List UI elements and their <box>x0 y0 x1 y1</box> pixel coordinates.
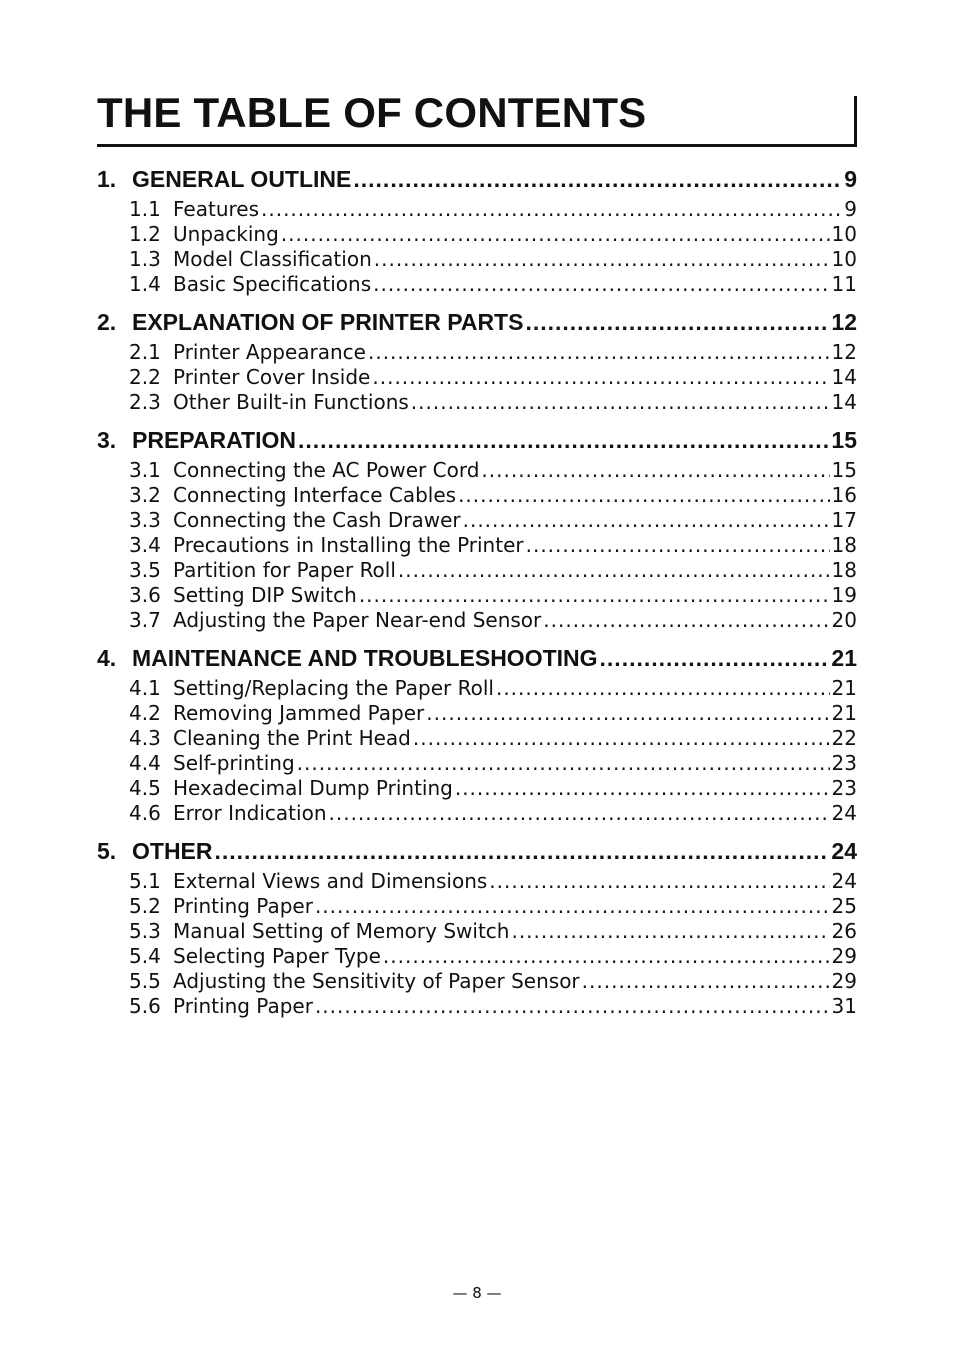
section-title: EXPLANATION OF PRINTER PARTS <box>132 309 524 335</box>
entry-page: 9 <box>844 197 857 221</box>
section-number: 4. <box>97 645 117 671</box>
toc-section <box>97 838 857 1019</box>
toc-entry[interactable] <box>97 751 857 776</box>
dot-leader <box>511 919 829 943</box>
entry-page: 23 <box>831 776 857 800</box>
entry-number: 4.6 <box>129 801 161 825</box>
section-number: 2. <box>97 309 117 335</box>
toc-section <box>97 427 857 633</box>
dot-leader <box>411 390 830 414</box>
entry-title: Manual Setting of Memory Switch <box>173 919 510 943</box>
dot-leader <box>526 533 830 557</box>
toc-section-heading[interactable] <box>97 309 857 340</box>
entry-page: 24 <box>831 801 857 825</box>
dot-leader <box>600 645 830 672</box>
entry-page: 11 <box>831 272 857 296</box>
dot-leader <box>543 608 829 632</box>
entry-title: Adjusting the Paper Near-end Sensor <box>173 608 542 632</box>
dot-leader <box>261 197 842 221</box>
entry-number: 4.5 <box>129 776 161 800</box>
entry-page: 21 <box>831 676 857 700</box>
toc-entry[interactable] <box>97 365 857 390</box>
section-title: OTHER <box>132 838 213 864</box>
dot-leader <box>426 701 829 725</box>
entry-number: 3.1 <box>129 458 161 482</box>
toc-entry[interactable] <box>97 701 857 726</box>
toc-section-heading[interactable] <box>97 427 857 458</box>
entry-title: Other Built-in Functions <box>173 390 409 414</box>
toc-section-heading[interactable] <box>97 645 857 676</box>
entry-number: 2.2 <box>129 365 161 389</box>
dot-leader <box>329 801 830 825</box>
toc-entry[interactable] <box>97 869 857 894</box>
entry-title: Error Indication <box>173 801 327 825</box>
section-number: 5. <box>97 838 117 864</box>
dot-leader <box>582 969 830 993</box>
entry-page: 18 <box>831 558 857 582</box>
toc-entry[interactable] <box>97 247 857 272</box>
page-number: — 8 — <box>452 1284 502 1302</box>
toc-entry[interactable] <box>97 676 857 701</box>
entry-page: 10 <box>831 247 857 271</box>
entry-page: 21 <box>831 701 857 725</box>
entry-page: 18 <box>831 533 857 557</box>
entry-title: Selecting Paper Type <box>173 944 381 968</box>
dot-leader <box>353 166 842 193</box>
entry-number: 3.7 <box>129 608 161 632</box>
entry-title: Connecting Interface Cables <box>173 483 457 507</box>
entry-title: Unpacking <box>173 222 279 246</box>
entry-title: Printer Cover Inside <box>173 365 371 389</box>
section-page: 21 <box>831 645 857 671</box>
toc-entry[interactable] <box>97 919 857 944</box>
entry-number: 3.6 <box>129 583 161 607</box>
toc-entry[interactable] <box>97 508 857 533</box>
entry-title: Features <box>173 197 259 221</box>
entry-title: Printing Paper <box>173 994 313 1018</box>
toc-entry[interactable] <box>97 944 857 969</box>
entry-number: 4.2 <box>129 701 161 725</box>
entry-title: Setting/Replacing the Paper Roll <box>173 676 494 700</box>
entry-title: Model Classification <box>173 247 372 271</box>
section-title: GENERAL OUTLINE <box>132 166 352 192</box>
entry-page: 25 <box>831 894 857 918</box>
toc-entry[interactable] <box>97 994 857 1019</box>
toc-list <box>97 166 857 1019</box>
dot-leader <box>215 838 830 865</box>
entry-title: Self-printing <box>173 751 295 775</box>
entry-title: Hexadecimal Dump Printing <box>173 776 453 800</box>
toc-entry[interactable] <box>97 222 857 247</box>
toc-entry[interactable] <box>97 558 857 583</box>
toc-entry[interactable] <box>97 197 857 222</box>
dot-leader <box>458 483 829 507</box>
title-block <box>97 88 857 147</box>
entry-title: Adjusting the Sensitivity of Paper Sensor <box>173 969 580 993</box>
entry-page: 15 <box>831 458 857 482</box>
entry-page: 23 <box>831 751 857 775</box>
section-number: 3. <box>97 427 117 453</box>
entry-number: 1.3 <box>129 247 161 271</box>
toc-entry[interactable] <box>97 969 857 994</box>
entry-number: 3.2 <box>129 483 161 507</box>
dot-leader <box>383 944 830 968</box>
toc-entry[interactable] <box>97 272 857 297</box>
entry-title: Printer Appearance <box>173 340 366 364</box>
entry-page: 19 <box>831 583 857 607</box>
entry-number: 1.1 <box>129 197 161 221</box>
entry-number: 5.5 <box>129 969 161 993</box>
dot-leader <box>297 751 830 775</box>
dot-leader <box>525 309 829 336</box>
toc-section <box>97 309 857 415</box>
entry-number: 5.3 <box>129 919 161 943</box>
entry-title: External Views and Dimensions <box>173 869 488 893</box>
section-page: 12 <box>831 309 857 335</box>
entry-page: 17 <box>831 508 857 532</box>
dot-leader <box>374 247 830 271</box>
toc-entry[interactable] <box>97 390 857 415</box>
entry-title: Cleaning the Print Head <box>173 726 411 750</box>
dot-leader <box>413 726 830 750</box>
toc-page <box>97 88 857 1031</box>
toc-entry[interactable] <box>97 583 857 608</box>
toc-entry[interactable] <box>97 776 857 801</box>
toc-entry[interactable] <box>97 894 857 919</box>
page-title: THE TABLE OF CONTENTS <box>97 89 647 136</box>
section-title: MAINTENANCE AND TROUBLESHOOTING <box>132 645 598 671</box>
entry-title: Connecting the AC Power Cord <box>173 458 480 482</box>
dot-leader <box>373 272 829 296</box>
toc-entry[interactable] <box>97 801 857 826</box>
entry-page: 14 <box>831 365 857 389</box>
entry-title: Partition for Paper Roll <box>173 558 396 582</box>
dot-leader <box>372 365 829 389</box>
toc-entry[interactable] <box>97 483 857 508</box>
entry-page: 29 <box>831 969 857 993</box>
dot-leader <box>496 676 830 700</box>
dot-leader <box>463 508 830 532</box>
entry-page: 29 <box>831 944 857 968</box>
entry-page: 31 <box>831 994 857 1018</box>
entry-page: 16 <box>831 483 857 507</box>
dot-leader <box>359 583 830 607</box>
section-page: 9 <box>844 166 857 192</box>
entry-number: 2.3 <box>129 390 161 414</box>
section-page: 24 <box>831 838 857 864</box>
entry-number: 5.6 <box>129 994 161 1018</box>
entry-page: 12 <box>831 340 857 364</box>
entry-number: 4.1 <box>129 676 161 700</box>
entry-number: 3.5 <box>129 558 161 582</box>
section-page: 15 <box>831 427 857 453</box>
toc-section-heading[interactable] <box>97 166 857 197</box>
dot-leader <box>481 458 829 482</box>
entry-page: 20 <box>831 608 857 632</box>
entry-title: Printing Paper <box>173 894 313 918</box>
dot-leader <box>281 222 830 246</box>
dot-leader <box>368 340 830 364</box>
entry-number: 1.2 <box>129 222 161 246</box>
dot-leader <box>398 558 830 582</box>
entry-number: 5.1 <box>129 869 161 893</box>
entry-number: 4.3 <box>129 726 161 750</box>
toc-section-heading[interactable] <box>97 838 857 869</box>
entry-title: Setting DIP Switch <box>173 583 357 607</box>
dot-leader <box>315 894 830 918</box>
entry-number: 2.1 <box>129 340 161 364</box>
section-number: 1. <box>97 166 117 192</box>
entry-title: Precautions in Installing the Printer <box>173 533 524 557</box>
section-title: PREPARATION <box>132 427 296 453</box>
toc-entry[interactable] <box>97 533 857 558</box>
entry-page: 22 <box>831 726 857 750</box>
entry-page: 24 <box>831 869 857 893</box>
entry-title: Basic Specifications <box>173 272 372 296</box>
toc-entry[interactable] <box>97 726 857 751</box>
dot-leader <box>455 776 830 800</box>
entry-number: 4.4 <box>129 751 161 775</box>
toc-section <box>97 166 857 297</box>
entry-number: 3.3 <box>129 508 161 532</box>
toc-entry[interactable] <box>97 608 857 633</box>
entry-page: 10 <box>831 222 857 246</box>
entry-number: 5.2 <box>129 894 161 918</box>
entry-number: 3.4 <box>129 533 161 557</box>
entry-number: 1.4 <box>129 272 161 296</box>
toc-entry[interactable] <box>97 340 857 365</box>
dot-leader <box>298 427 829 454</box>
toc-entry[interactable] <box>97 458 857 483</box>
dot-leader <box>315 994 830 1018</box>
entry-title: Connecting the Cash Drawer <box>173 508 461 532</box>
dot-leader <box>489 869 829 893</box>
entry-number: 5.4 <box>129 944 161 968</box>
entry-page: 26 <box>831 919 857 943</box>
entry-page: 14 <box>831 390 857 414</box>
entry-title: Removing Jammed Paper <box>173 701 425 725</box>
toc-section <box>97 645 857 826</box>
